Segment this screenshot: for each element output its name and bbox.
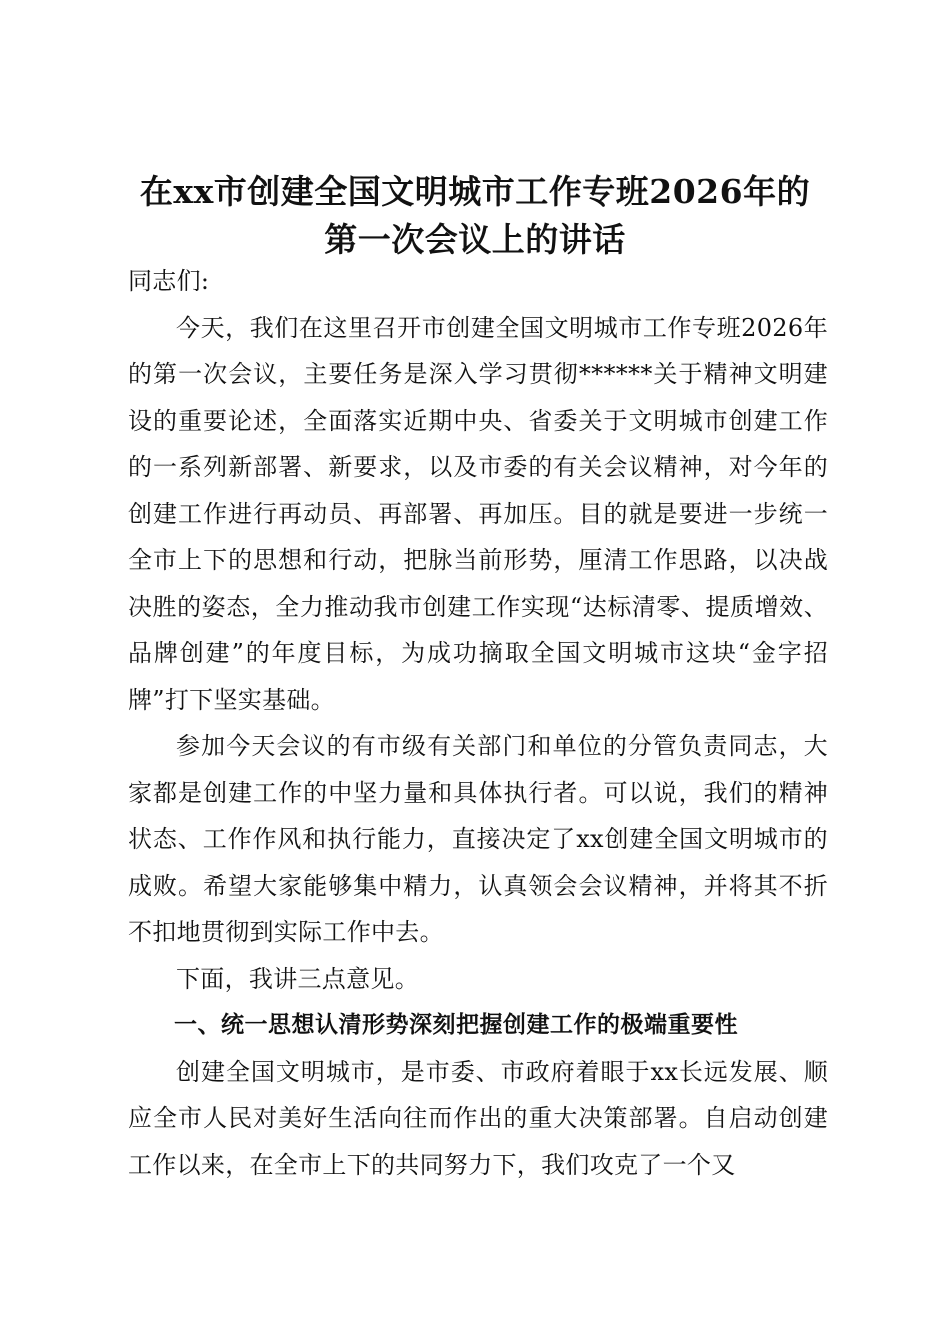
paragraph-attendees: 参加今天会议的有市级有关部门和单位的分管负责同志，大家都是创建工作的中坚力量和具体执行者。可以说，我们的精神状态、工作作风和执行能力，直接决定了xx创建全国文明城市的成败。希望大家能够集中精力，认真领会会议精神，并将其不折不扣地贯彻到实际工作中去。 [128, 732, 828, 946]
paragraph-opening: 今天，我们在这里召开市创建全国文明城市工作专班2026年的第一次会议，主要任务是深入学习贯彻******关于精神文明建设的重要论述，全面落实近期中央、省委关于文明城市创建工作的一系列新部署、新要求，以及市委的有关会议精神，对今年的创建工作进行再动员、再部署、再加压。目的就是要进一步统一全市上下的思想和行动，把脉当前形势，厘清工作思路，以决战决胜的姿态，全力推动我市创建工作实现“达标清零、提质增效、品牌创建”的年度目标，为成功摘取全国文明城市这块“金字招牌”打下坚实基础。 [128, 313, 828, 714]
salutation: 同志们: [128, 267, 210, 295]
title-line-2: 第一次会议上的讲话 [324, 220, 626, 259]
document-title [110, 168, 840, 264]
paragraph-transition: 下面，我讲三点意见。 [176, 964, 419, 993]
document-body [128, 258, 828, 1188]
section-paragraph: 创建全国文明城市，是市委、市政府着眼于xx长远发展、顺应全市人民对美好生活向往而作出的重大决策部署。自启动创建工作以来，在全市上下的共同努力下，我们攻克了一个又 [128, 1057, 828, 1179]
title-line-1: 在xx市创建全国文明城市工作专班2026年的 [139, 172, 811, 211]
section-heading: 一、统一思想认清形势深刻把握创建工作的极端重要性 [174, 1012, 738, 1038]
